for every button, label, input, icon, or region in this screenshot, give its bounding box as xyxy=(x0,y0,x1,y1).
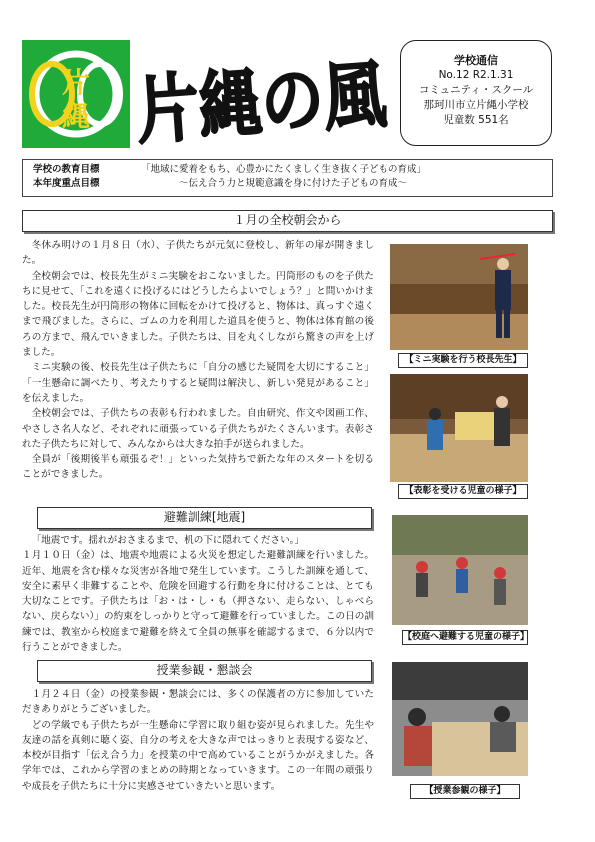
article-class-visit xyxy=(22,687,374,794)
community-school: コミュニティ・スクール xyxy=(418,84,534,96)
photo-class-visit xyxy=(392,662,528,776)
paragraph: 「地震です。揺れがおさまるまで、机の下に隠れてください。」 xyxy=(31,535,305,546)
section-title-class-visit: 授業参観・懇談会 xyxy=(37,660,372,682)
photo-caption: 【校庭へ避難する児童の様子】 xyxy=(402,630,528,645)
paragraph: １月２４日（金）の授業参観・懇談会には、多くの保護者の方に参加していただきありがとうございました。 xyxy=(22,689,374,716)
section-title-evacuation-drill: 避難訓練[地震] xyxy=(37,507,372,529)
goal-value-2: 〜伝え合う力と規範意識を身に付けた子どもの育成〜 xyxy=(179,178,408,189)
photo-principal-experiment xyxy=(390,244,528,350)
goals-box xyxy=(22,159,553,197)
paragraph: １月１０日（金）は、地震や地震による火災を想定した避難訓練を行いました。近年、地震を含む様々な災害が各地で発生しています。こうした訓練を通して、安全に素早く非難することや、危険を回避する行動を身に付けることは、とても大切なことです。子供たちは「お・は・し・も（押さない、走らない、しゃべらない、戻らない）」の約束をしっかりと守って避難を行っていました。この日の訓練では、教室から校庭まで避難を終えて全員の無事を確認するまで、６分以内で行うことができました。 xyxy=(22,550,374,654)
article-assembly xyxy=(22,238,374,483)
school-name: 那珂川市立片縄小学校 xyxy=(423,99,529,111)
goal-value-1: 「地域に愛着をもち、心豊かにたくましく生き抜く子どもの育成」 xyxy=(141,164,427,175)
paragraph: どの学級でも子供たちが一生懸命に学習に取り組む姿が見られました。先生や友達の話を真剣に聴く姿、自分の考えを大きな声ではっきりと表現する姿など、本校が目指す「伝え合う力」を授業の中で高めていることがうかがえました。各学年では、これから学習のまとめの時期となっていきます。この一年間の頑張りや成長を子供たちに十分に実感させていきたいと思います。 xyxy=(22,719,374,792)
issue-info-box xyxy=(400,40,552,146)
paragraph: ミニ実験の後、校長先生は子供たちに「自分の感じた疑問を大切にすること」「一生懸命に調べたり、考えたりすると疑問は解決し、新しい発見があること」を伝えました。 xyxy=(22,362,374,404)
newsletter-title-text: 片縄の風 xyxy=(133,48,435,155)
school-logo xyxy=(22,40,130,148)
newsletter-title xyxy=(133,48,435,155)
newsletter-label: 学校通信 xyxy=(454,54,498,67)
section-title-assembly: １月の全校朝会から xyxy=(22,210,553,232)
article-evacuation-drill xyxy=(22,533,374,655)
paragraph: 全校朝会では、子供たちの表彰も行われました。自由研究、作文や図画工作、やさしさ名人など、それぞれに頑張っている子供たちがたくさんいます。表彰された子供たちに対して、みんなからは大きな拍手が送られました。 xyxy=(22,408,374,450)
goal-label-2: 本年度重点目標 xyxy=(33,178,100,189)
photo-caption: 【授業参観の様子】 xyxy=(410,784,520,799)
logo-char-1: 片 xyxy=(61,66,91,99)
photo-caption: 【ミニ実験を行う校長先生】 xyxy=(398,353,528,368)
photo-award-ceremony xyxy=(390,374,528,482)
paragraph: 冬休み明けの１月８日（水）、子供たちが元気に登校し、新年の扉が開きました。 xyxy=(22,240,374,267)
goal-label-1: 学校の教育目標 xyxy=(33,164,100,175)
paragraph: 全員が「後期後半も頑張るぞ！」といった気持ちで新たな年のスタートを切ることができました。 xyxy=(22,454,374,481)
issue-number: No.12 R2.1.31 xyxy=(438,69,514,81)
paragraph: 全校朝会では、校長先生がミニ実験をおこないました。円筒形のものを子供たちに見せて、「これを遠くに投げるにはどうしたらよいでしょう？」と問いかけました。校長先生が円筒形の物体に回転をかけて投げると、物体は、真っすぐ遠くまで飛びました。さらに、ゴムの力を利用した道具を使うと、物体は体育館の後ろの方まで、飛んでいきました。子供たちは、目を丸くしながら驚きの声を上げました。 xyxy=(22,270,374,359)
photo-caption: 【表彰を受ける児童の様子】 xyxy=(398,484,528,499)
student-count: 児童数 551名 xyxy=(443,114,509,126)
photo-evacuation xyxy=(392,515,528,625)
logo-char-2: 縄 xyxy=(61,100,91,133)
